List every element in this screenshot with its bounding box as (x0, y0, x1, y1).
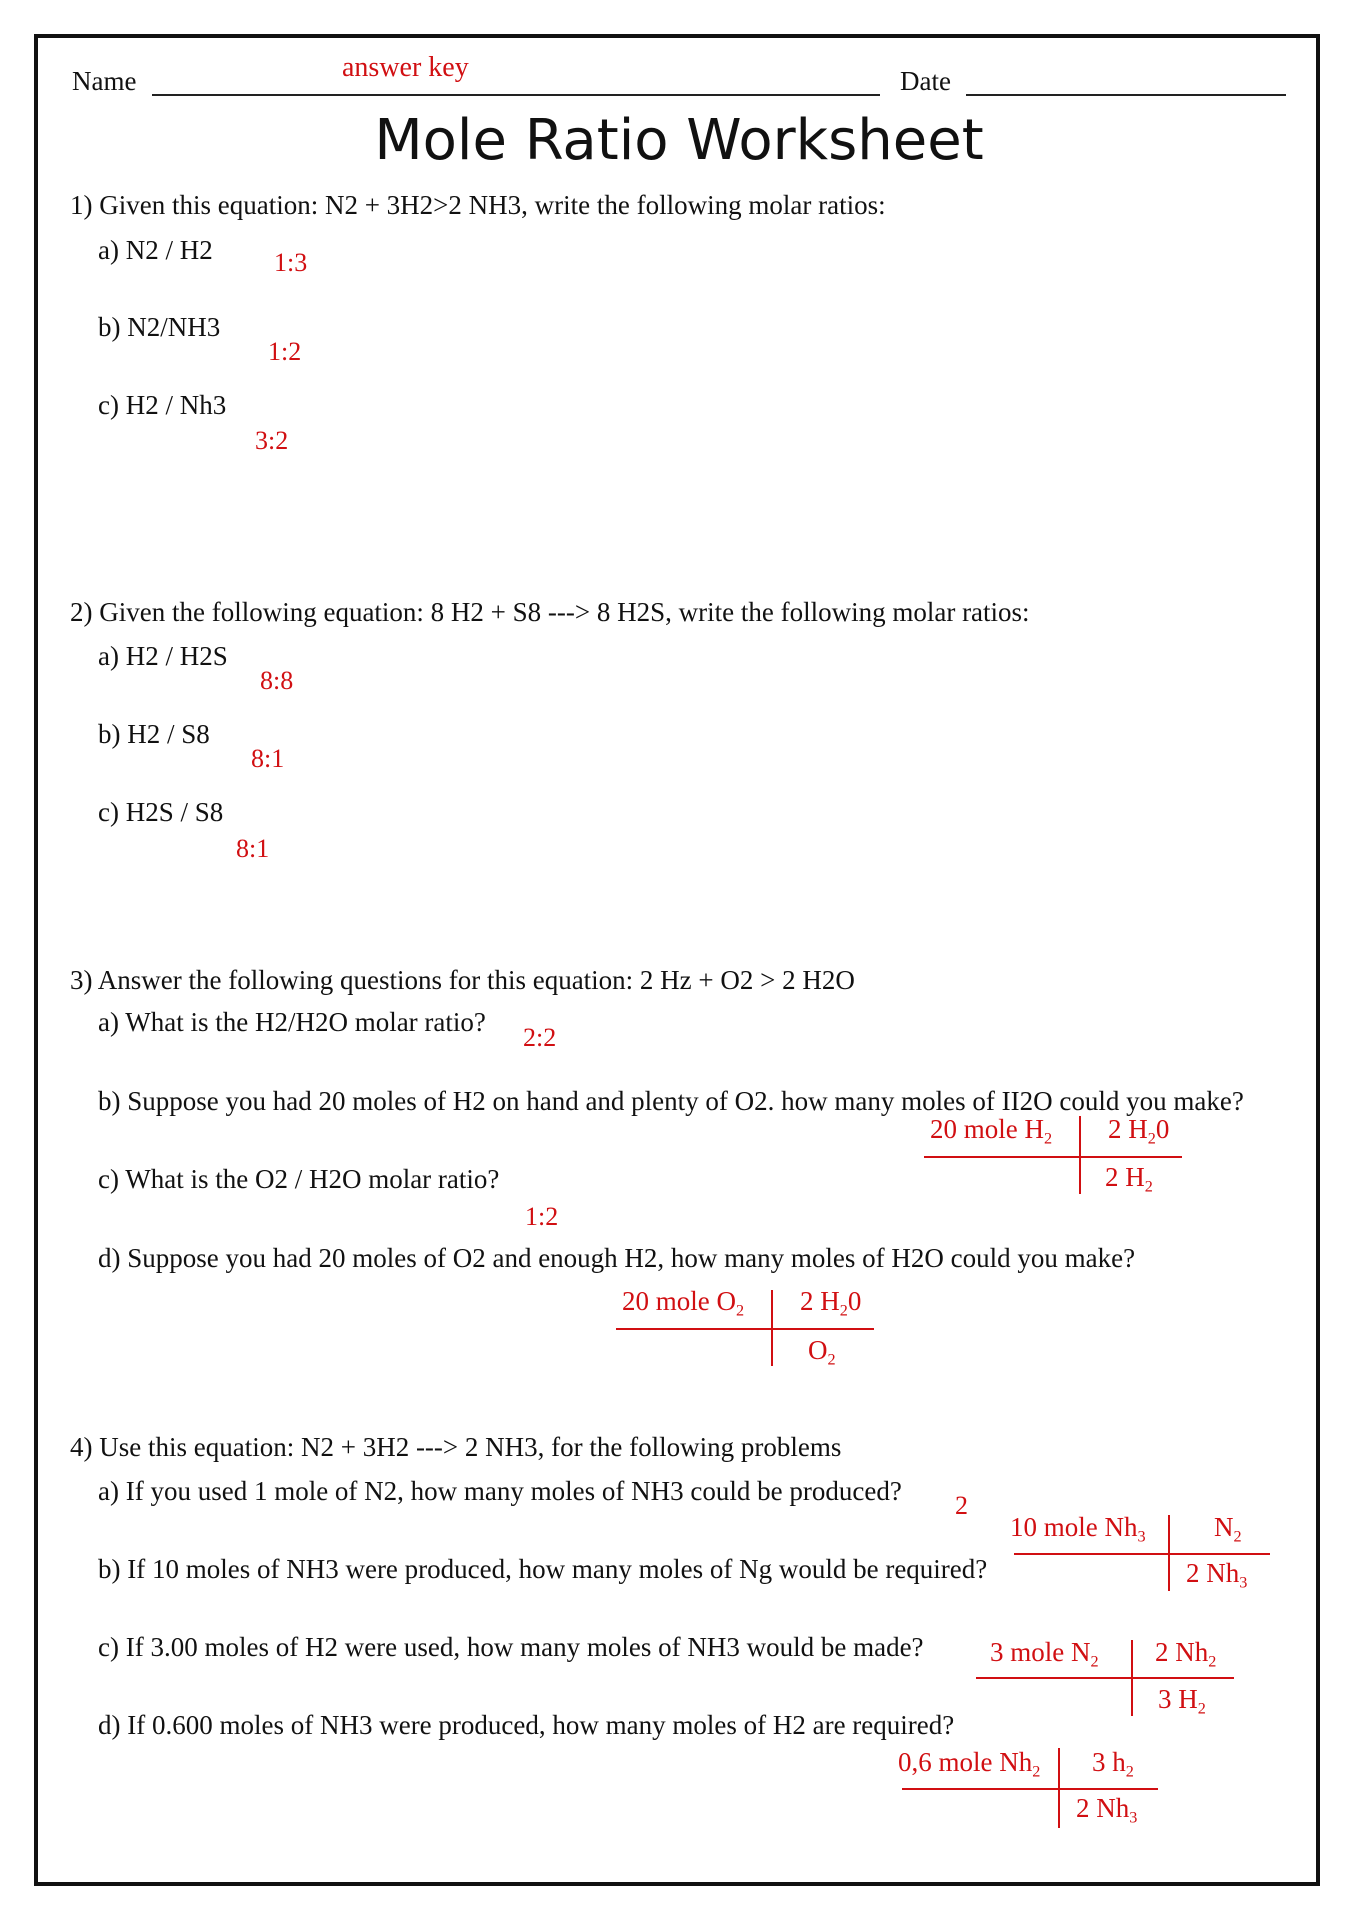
q4d-work-top-right: 3 $h_2$ (1092, 1747, 1134, 1781)
q4d-work-vline (1058, 1748, 1060, 1828)
q3d-work-top-left: 20 mole $O_2$ (622, 1286, 745, 1320)
name-line[interactable] (152, 94, 880, 96)
q3b-work-hline (924, 1156, 1182, 1158)
q4-prompt: 4) Use this equation: N2 + 3H2 ---> 2 NH3, for the following problems (70, 1432, 842, 1462)
q3b-work-vline (1079, 1116, 1081, 1194)
q3d-work-vline (771, 1290, 773, 1366)
q2a-answer: 8:8 (260, 666, 294, 695)
q1c-answer: 3:2 (255, 426, 289, 455)
q3b-text: b) Suppose you had 20 moles of H2 on hand and plenty of O2. how many moles of II2O could you make? (98, 1086, 1244, 1116)
q4b-work-hline (1014, 1553, 1270, 1555)
q1c-text: c) H2 / Nh3 (98, 390, 227, 420)
q2c-answer: 8:1 (236, 834, 270, 863)
q3d-work-hline (616, 1328, 874, 1330)
q4d-work-bottom-right: 2 $Nh_3$ (1076, 1793, 1138, 1827)
q4c-text: c) If 3.00 moles of H2 were used, how many moles of NH3 would be made? (98, 1632, 924, 1662)
q4a-answer: 2 (955, 1491, 968, 1520)
q4b-work-top-left: 10 mole $Nh_3$ (1010, 1512, 1146, 1546)
q4b-work-vline (1168, 1515, 1170, 1591)
q4d-text: d) If 0.600 moles of NH3 were produced, how many moles of H2 are required? (98, 1710, 955, 1740)
q3c-text: c) What is the O2 / H2O molar ratio? (98, 1164, 500, 1194)
q3c-answer: 1:2 (525, 1202, 559, 1231)
q3b-work-top-right: 2 $H_20$ (1108, 1114, 1170, 1148)
name-label: Name (72, 66, 137, 96)
q1-prompt: 1) Given this equation: N2 + 3H2>2 NH3, write the following molar ratios: (70, 190, 886, 220)
q2b-text: b) H2 / S8 (98, 719, 210, 749)
q2-prompt: 2) Given the following equation: 8 H2 + S8 ---> 8 H2S, write the following molar ratios: (70, 597, 1030, 627)
q2b-answer: 8:1 (251, 744, 285, 773)
q1a-answer: 1:3 (274, 248, 308, 277)
q4c-work-hline (976, 1677, 1234, 1679)
q3a-answer: 2:2 (523, 1023, 557, 1052)
q3d-text: d) Suppose you had 20 moles of O2 and enough H2, how many moles of H2O could you make? (98, 1243, 1136, 1273)
q4d-work-top-left: 0,6 mole $Nh_2$ (898, 1747, 1041, 1781)
date-line[interactable] (966, 94, 1286, 96)
q4c-work-vline (1131, 1640, 1133, 1716)
q4d-work-hline (902, 1788, 1158, 1790)
q1b-text: b) N2/NH3 (98, 312, 221, 342)
q1a-text: a) N2 / H2 (98, 235, 213, 265)
q4b-work-bottom-right: 2 $Nh_3$ (1186, 1558, 1248, 1592)
q3d-work-bottom-right: $O_2$ (808, 1335, 836, 1369)
q3d-work-top-right: 2 $H_20$ (800, 1286, 862, 1320)
q2a-text: a) H2 / H2S (98, 641, 228, 671)
q1b-answer: 1:2 (268, 337, 302, 366)
page-title: Mole Ratio Worksheet (374, 108, 984, 173)
date-label: Date (900, 66, 951, 96)
q4c-work-top-right: 2 $Nh_2$ (1155, 1637, 1217, 1671)
q3b-work-top-left: 20 mole $H_2$ (930, 1114, 1053, 1148)
q4b-work-top-right: $N_2$ (1214, 1512, 1242, 1546)
q3b-work-bottom-right: 2 $H_2$ (1105, 1162, 1153, 1196)
q3-prompt: 3) Answer the following questions for this equation: 2 Hz + O2 > 2 H2O (70, 965, 855, 995)
q3a-text: a) What is the H2/H2O molar ratio? (98, 1007, 486, 1037)
q4c-work-bottom-right: 3 $H_2$ (1158, 1684, 1206, 1718)
q4b-text: b) If 10 moles of NH3 were produced, how many moles of Ng would be required? (98, 1554, 988, 1584)
q4c-work-top-left: 3 mole $N_2$ (990, 1637, 1099, 1671)
page-border (34, 34, 1320, 1886)
q4a-text: a) If you used 1 mole of N2, how many moles of NH3 could be produced? (98, 1476, 902, 1506)
q2c-text: c) H2S / S8 (98, 797, 224, 827)
name-value: answer key (342, 52, 469, 83)
